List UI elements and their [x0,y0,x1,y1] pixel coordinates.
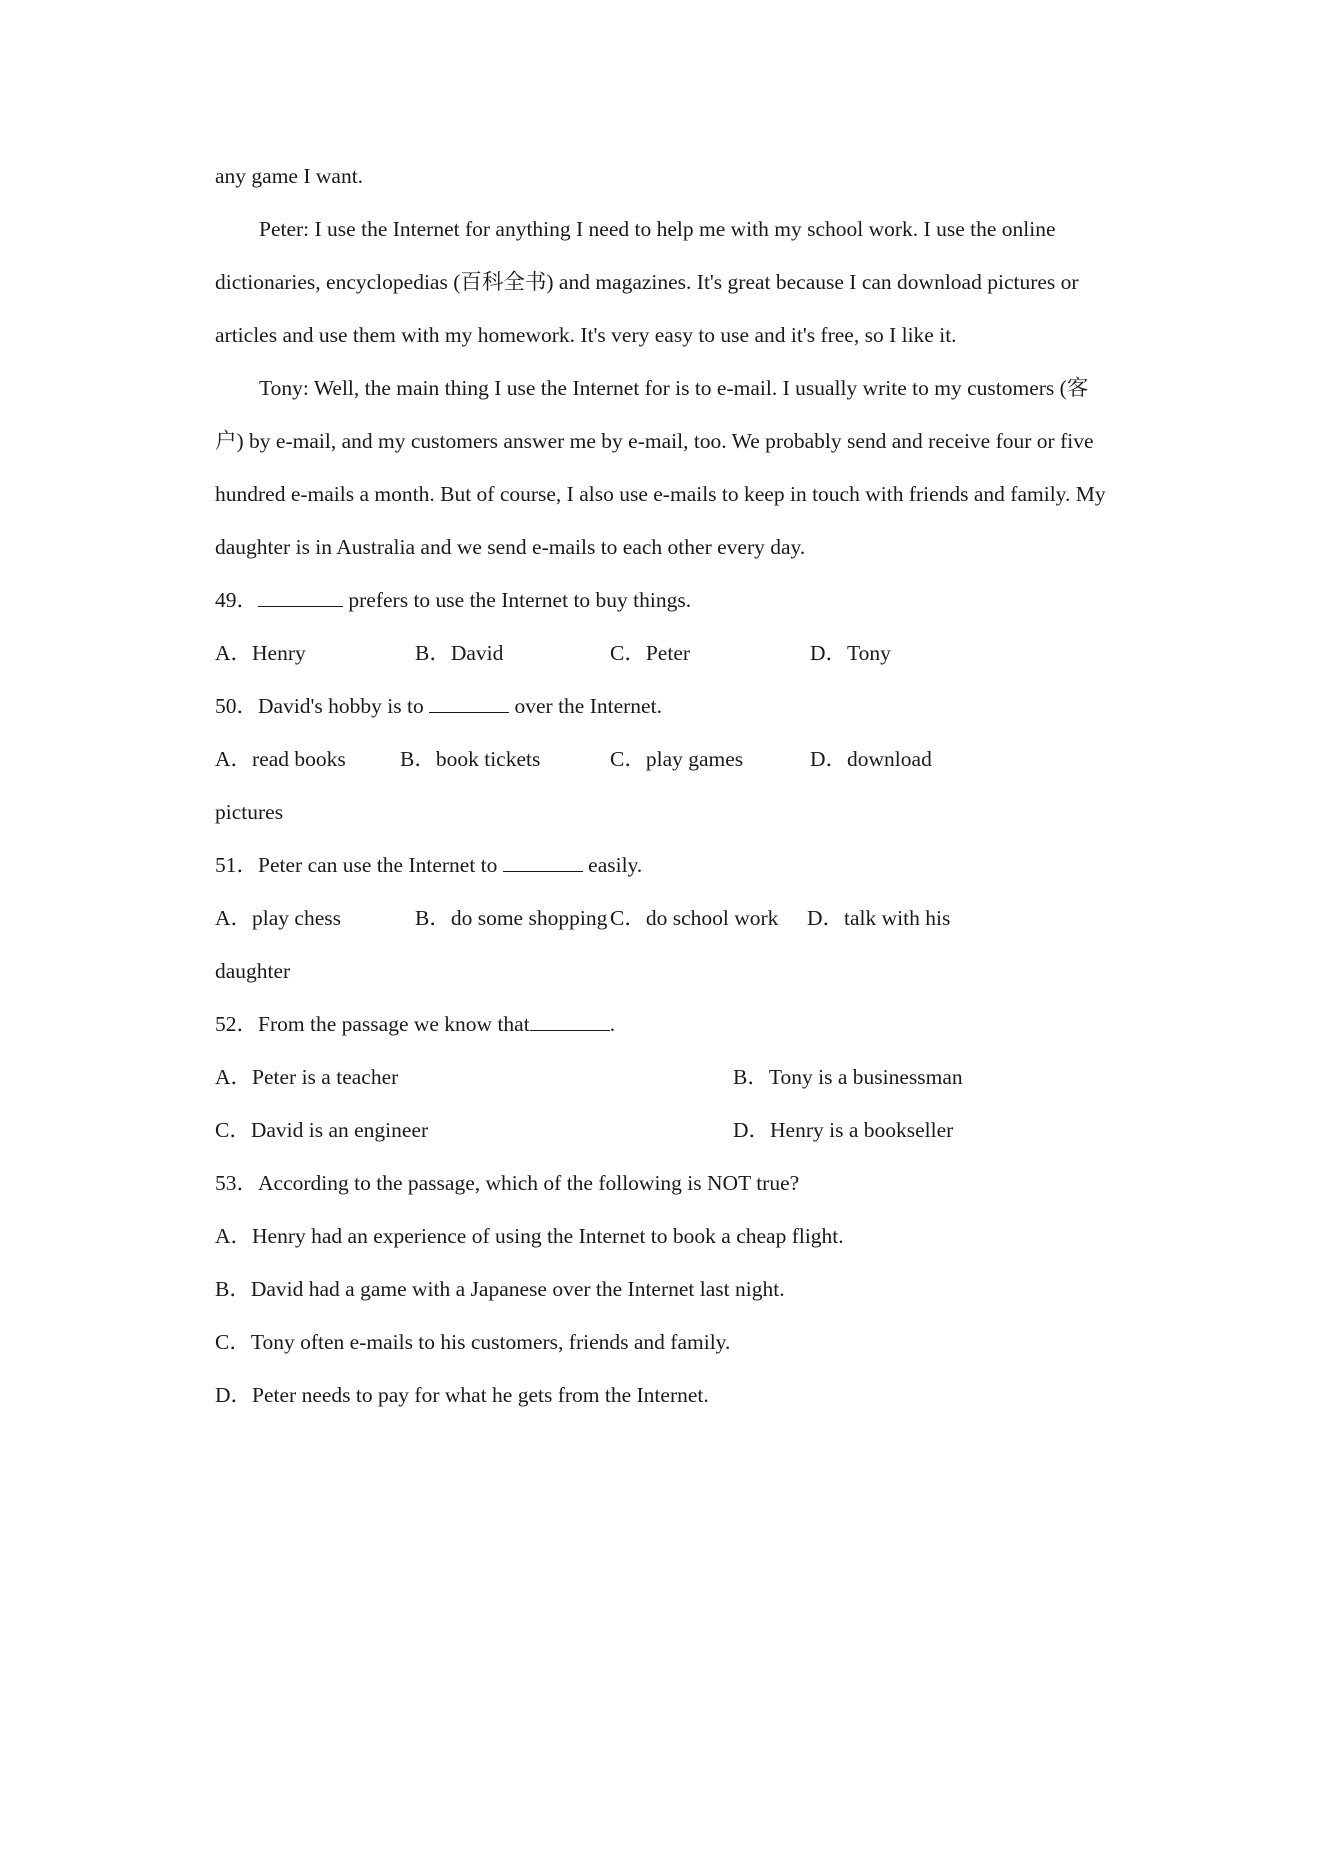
option-text: Henry had an experience of using the Internet to book a cheap flight. [252,1224,844,1248]
option-text: Peter needs to pay for what he gets from the Internet. [252,1383,709,1407]
option-letter: C． [610,641,646,665]
option-text: Tony often e-mails to his customers, friends and family. [250,1330,731,1354]
option-text: Tony [847,641,891,665]
option-53-b[interactable] [215,1263,1108,1316]
option-53-c[interactable] [215,1316,1108,1369]
option-letter: D． [733,1118,771,1142]
question-50-stem [215,680,1108,733]
option-letter: B． [215,1277,251,1301]
option-52-c[interactable] [215,1104,733,1157]
question-50-stem-after: over the Internet. [509,694,662,718]
option-51-d-wrap: daughter [215,959,291,983]
option-letter: D． [810,641,848,665]
question-51-options [215,892,1108,945]
option-text: read books [252,747,346,771]
option-letter: B． [400,747,436,771]
question-52-number: 52． [215,1012,259,1036]
question-49-stem-after: prefers to use the Internet to buy things. [343,588,692,612]
question-52-options-row-2 [215,1104,1108,1157]
option-letter: B． [415,906,451,930]
answer-blank [429,697,509,713]
option-letter: D． [810,747,848,771]
option-letter: C． [215,1330,251,1354]
option-49-d[interactable] [810,627,891,680]
option-text: Peter [645,641,691,665]
question-52-stem [215,998,1108,1051]
option-52-d[interactable] [733,1104,953,1157]
option-50-c[interactable] [610,733,810,786]
option-52-a[interactable] [215,1051,733,1104]
option-53-a[interactable] [215,1210,1108,1263]
option-text: play games [645,747,744,771]
question-50-number: 50． [215,694,259,718]
option-50-b[interactable] [400,733,610,786]
question-51-stem-after: easily. [582,853,643,877]
option-49-b[interactable] [415,627,610,680]
option-letter: A． [215,747,253,771]
option-letter: A． [215,1065,253,1089]
option-letter: B． [733,1065,769,1089]
question-53-stem [215,1157,1108,1210]
option-52-b[interactable] [733,1051,963,1104]
question-49-options [215,627,1108,680]
option-letter: C． [215,1118,251,1142]
option-letter: C． [610,747,646,771]
option-51-d[interactable] [807,892,950,945]
question-53-options [215,1210,1108,1422]
option-text: Henry is a bookseller [770,1118,954,1142]
option-49-a[interactable] [215,627,415,680]
option-text: book tickets [435,747,541,771]
option-text: Tony is a businessman [768,1065,963,1089]
answer-blank [530,1015,610,1031]
option-text: Peter is a teacher [252,1065,399,1089]
answer-blank [503,856,583,872]
question-51-number: 51． [215,853,259,877]
option-text: David had a game with a Japanese over the Internet last night. [250,1277,785,1301]
option-text: download [847,747,932,771]
option-51-a[interactable] [215,892,415,945]
option-letter: C． [610,906,646,930]
question-52-stem-after: . [609,1012,616,1036]
question-49-stem [215,574,1108,627]
question-53-number: 53． [215,1171,259,1195]
question-50-options [215,733,1108,786]
option-text: do school work [645,906,779,930]
answer-blank [258,591,343,607]
question-53-stem-text: According to the passage, which of the following is NOT true? [258,1171,800,1195]
option-text: do some shopping [450,906,608,930]
passage-paragraph-peter: Peter: I use the Internet for anything I need to help me with my school work. I use the online dictionaries, encyclopedias (百科全书) and magazines. It's great because I can download pictures or articles and use them with my homework. It's very easy to use and it's free, so I like it. [215,217,1079,347]
passage-paragraph-tony: Tony: Well, the main thing I use the Internet for is to e-mail. I usually write to my customers (客户) by e-mail, and my customers answer me by e-mail, too. We probably send and receive four or five hundred e-mails a month. But of course, I also use e-mails to keep in touch with friends and family. My daughter is in Australia and we send e-mails to each other every day. [215,376,1106,559]
option-letter: A． [215,906,253,930]
passage-continuation-line: any game I want. [215,164,364,188]
option-text: David [450,641,504,665]
option-letter: B． [415,641,451,665]
question-52-options-row-1 [215,1051,1108,1104]
option-50-d-wrap: pictures [215,800,284,824]
option-text: play chess [252,906,341,930]
option-text: David is an engineer [250,1118,429,1142]
option-letter: A． [215,1224,253,1248]
option-49-c[interactable] [610,627,810,680]
option-51-b[interactable] [415,892,610,945]
option-50-a[interactable] [215,733,400,786]
option-text: talk with his [844,906,951,930]
option-letter: D． [807,906,845,930]
option-letter: D． [215,1383,253,1407]
question-51-stem [215,839,1108,892]
option-50-d[interactable] [810,733,932,786]
option-text: Henry [252,641,306,665]
question-49-number: 49． [215,588,259,612]
question-51-stem-before: Peter can use the Internet to [258,853,503,877]
question-52-stem-before: From the passage we know that [258,1012,530,1036]
option-letter: A． [215,641,253,665]
question-50-stem-before: David's hobby is to [258,694,430,718]
option-53-d[interactable] [215,1369,1108,1422]
document-body [215,150,1108,1422]
option-51-c[interactable] [610,892,807,945]
